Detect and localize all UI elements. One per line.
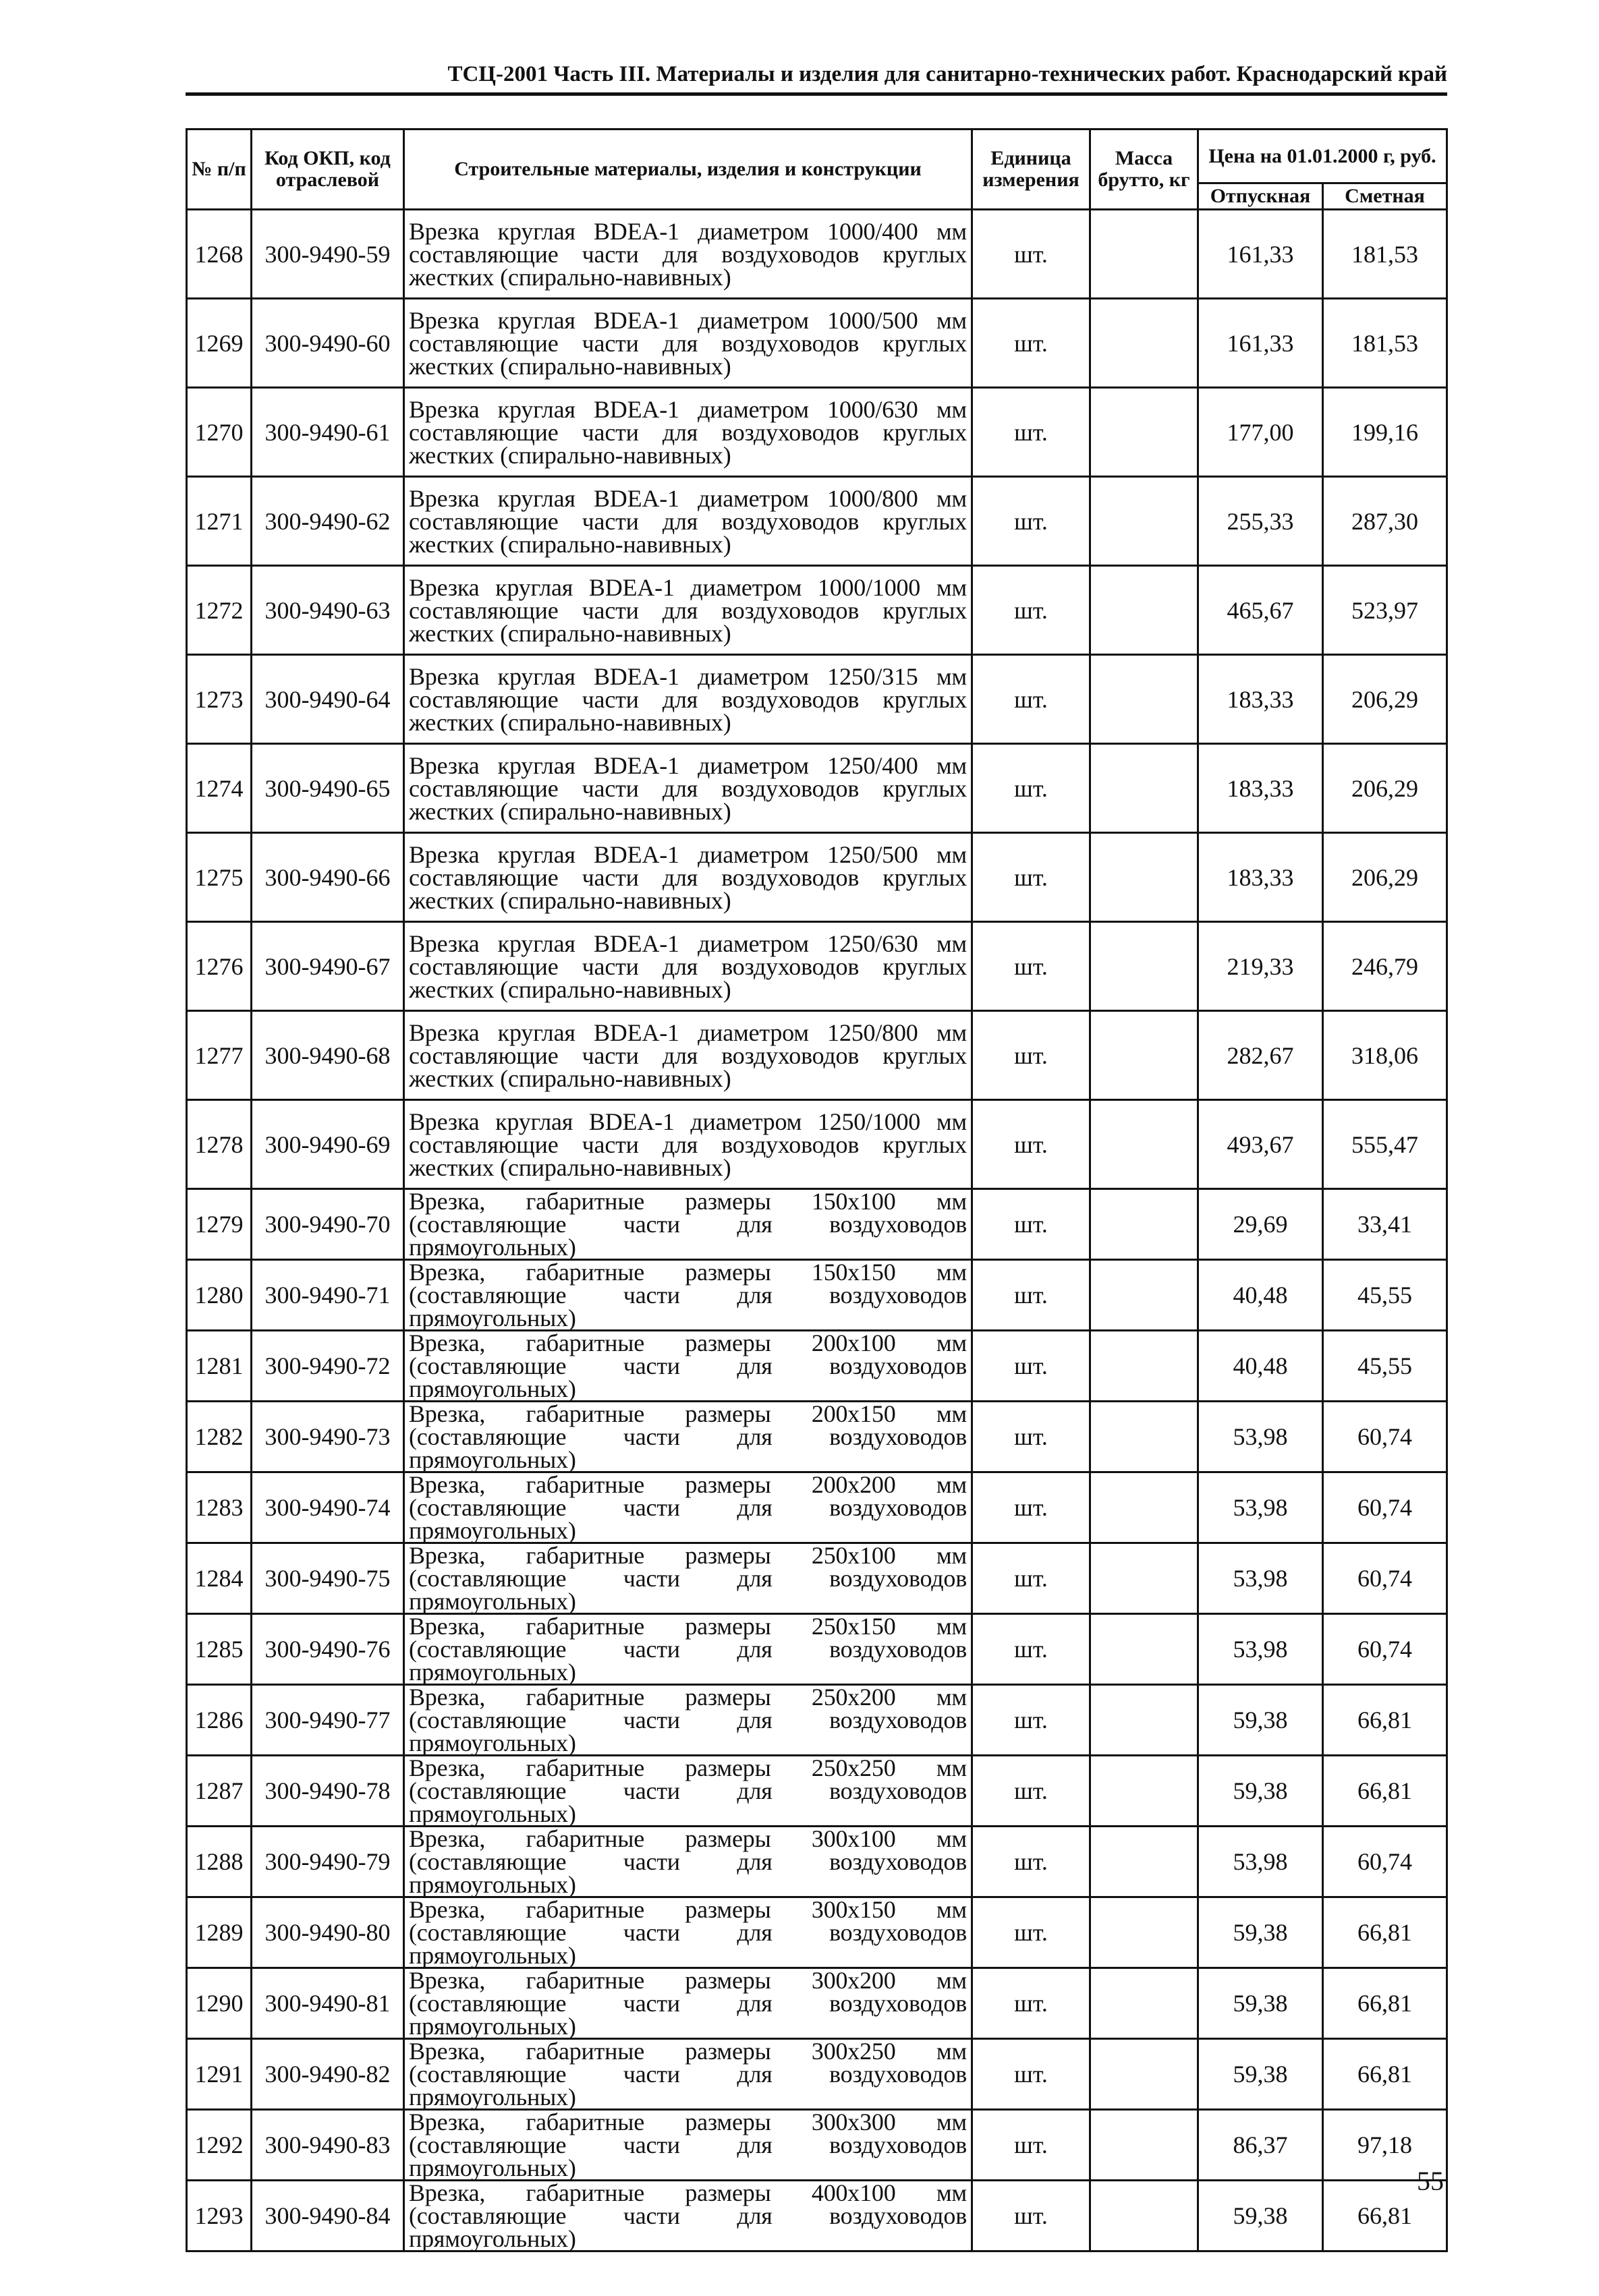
gross-mass bbox=[1090, 566, 1198, 655]
material-name: Врезка, габаритные размеры 200x200 мм (составляющие части для воздуховодов прямоугольных) bbox=[404, 1472, 972, 1543]
okp-code: 300-9490-81 bbox=[252, 1968, 404, 2039]
material-name: Врезка, габаритные размеры 200x150 мм (составляющие части для воздуховодов прямоугольных) bbox=[404, 1402, 972, 1472]
estimate-price: 66,81 bbox=[1323, 1968, 1447, 2039]
row-number: 1288 bbox=[187, 1827, 252, 1897]
material-name: Врезка круглая BDEA-1 диаметром 1250/630 мм составляющие части для воздуховодов круглых жестких (спирально-навивных) bbox=[404, 922, 972, 1011]
col-unit-header: Единица измерения bbox=[972, 130, 1090, 210]
unit-of-measure: шт. bbox=[972, 477, 1090, 566]
estimate-price: 66,81 bbox=[1323, 2181, 1447, 2251]
estimate-price: 181,53 bbox=[1323, 210, 1447, 299]
unit-of-measure: шт. bbox=[972, 922, 1090, 1011]
gross-mass bbox=[1090, 477, 1198, 566]
row-number: 1281 bbox=[187, 1331, 252, 1402]
row-number: 1271 bbox=[187, 477, 252, 566]
gross-mass bbox=[1090, 1827, 1198, 1897]
release-price: 59,38 bbox=[1198, 2039, 1323, 2110]
okp-code: 300-9490-76 bbox=[252, 1614, 404, 1685]
release-price: 53,98 bbox=[1198, 1827, 1323, 1897]
gross-mass bbox=[1090, 2110, 1198, 2181]
table-header bbox=[187, 130, 1447, 210]
gross-mass bbox=[1090, 2181, 1198, 2251]
material-name: Врезка, габаритные размеры 150x150 мм (составляющие части для воздуховодов прямоугольных) bbox=[404, 1260, 972, 1331]
row-number: 1293 bbox=[187, 2181, 252, 2251]
estimate-price: 206,29 bbox=[1323, 833, 1447, 922]
estimate-price: 555,47 bbox=[1323, 1100, 1447, 1189]
release-price: 59,38 bbox=[1198, 2181, 1323, 2251]
release-price: 255,33 bbox=[1198, 477, 1323, 566]
gross-mass bbox=[1090, 1543, 1198, 1614]
release-price: 29,69 bbox=[1198, 1189, 1323, 1260]
material-name: Врезка, габаритные размеры 250x150 мм (составляющие части для воздуховодов прямоугольных) bbox=[404, 1614, 972, 1685]
estimate-price: 66,81 bbox=[1323, 2039, 1447, 2110]
table-row bbox=[187, 1685, 1447, 1756]
estimate-price: 60,74 bbox=[1323, 1402, 1447, 1472]
okp-code: 300-9490-82 bbox=[252, 2039, 404, 2110]
estimate-price: 181,53 bbox=[1323, 299, 1447, 388]
estimate-price: 246,79 bbox=[1323, 922, 1447, 1011]
material-name: Врезка, габаритные размеры 300x200 мм (составляющие части для воздуховодов прямоугольных) bbox=[404, 1968, 972, 2039]
material-name: Врезка, габаритные размеры 300x150 мм (составляющие части для воздуховодов прямоугольных) bbox=[404, 1897, 972, 1968]
okp-code: 300-9490-65 bbox=[252, 744, 404, 833]
unit-of-measure: шт. bbox=[972, 388, 1090, 477]
material-name: Врезка, габаритные размеры 400x100 мм (составляющие части для воздуховодов прямоугольных) bbox=[404, 2181, 972, 2251]
gross-mass bbox=[1090, 388, 1198, 477]
material-name: Врезка, габаритные размеры 200x100 мм (составляющие части для воздуховодов прямоугольных) bbox=[404, 1331, 972, 1402]
row-number: 1291 bbox=[187, 2039, 252, 2110]
unit-of-measure: шт. bbox=[972, 1968, 1090, 2039]
col-release-price-header: Отпускная bbox=[1198, 183, 1323, 210]
material-name: Врезка, габаритные размеры 250x100 мм (составляющие части для воздуховодов прямоугольных) bbox=[404, 1543, 972, 1614]
gross-mass bbox=[1090, 655, 1198, 744]
estimate-price: 66,81 bbox=[1323, 1897, 1447, 1968]
unit-of-measure: шт. bbox=[972, 2039, 1090, 2110]
row-number: 1274 bbox=[187, 744, 252, 833]
material-name: Врезка, габаритные размеры 250x200 мм (составляющие части для воздуховодов прямоугольных) bbox=[404, 1685, 972, 1756]
unit-of-measure: шт. bbox=[972, 1756, 1090, 1827]
estimate-price: 318,06 bbox=[1323, 1011, 1447, 1100]
row-number: 1285 bbox=[187, 1614, 252, 1685]
unit-of-measure: шт. bbox=[972, 1402, 1090, 1472]
estimate-price: 60,74 bbox=[1323, 1827, 1447, 1897]
release-price: 183,33 bbox=[1198, 655, 1323, 744]
row-number: 1290 bbox=[187, 1968, 252, 2039]
release-price: 40,48 bbox=[1198, 1260, 1323, 1331]
unit-of-measure: шт. bbox=[972, 2110, 1090, 2181]
table-row bbox=[187, 1614, 1447, 1685]
okp-code: 300-9490-77 bbox=[252, 1685, 404, 1756]
table-row bbox=[187, 922, 1447, 1011]
estimate-price: 60,74 bbox=[1323, 1543, 1447, 1614]
okp-code: 300-9490-69 bbox=[252, 1100, 404, 1189]
col-price-group-header: Цена на 01.01.2000 г, руб. bbox=[1198, 130, 1447, 183]
unit-of-measure: шт. bbox=[972, 1472, 1090, 1543]
gross-mass bbox=[1090, 299, 1198, 388]
release-price: 40,48 bbox=[1198, 1331, 1323, 1402]
okp-code: 300-9490-67 bbox=[252, 922, 404, 1011]
row-number: 1287 bbox=[187, 1756, 252, 1827]
gross-mass bbox=[1090, 1402, 1198, 1472]
okp-code: 300-9490-75 bbox=[252, 1543, 404, 1614]
col-estimate-price-header: Сметная bbox=[1323, 183, 1447, 210]
unit-of-measure: шт. bbox=[972, 210, 1090, 299]
material-name: Врезка круглая BDEA-1 диаметром 1250/315 мм составляющие части для воздуховодов круглых жестких (спирально-навивных) bbox=[404, 655, 972, 744]
gross-mass bbox=[1090, 1100, 1198, 1189]
estimate-price: 66,81 bbox=[1323, 1756, 1447, 1827]
estimate-price: 60,74 bbox=[1323, 1472, 1447, 1543]
okp-code: 300-9490-61 bbox=[252, 388, 404, 477]
table-row bbox=[187, 210, 1447, 299]
table-row bbox=[187, 744, 1447, 833]
okp-code: 300-9490-71 bbox=[252, 1260, 404, 1331]
release-price: 465,67 bbox=[1198, 566, 1323, 655]
okp-code: 300-9490-73 bbox=[252, 1402, 404, 1472]
material-name: Врезка круглая BDEA-1 диаметром 1250/1000 мм составляющие части для воздуховодов круглых жестких (спирально-навивных) bbox=[404, 1100, 972, 1189]
material-name: Врезка, габаритные размеры 150x100 мм (составляющие части для воздуховодов прямоугольных) bbox=[404, 1189, 972, 1260]
table-row bbox=[187, 1331, 1447, 1402]
row-number: 1272 bbox=[187, 566, 252, 655]
material-name: Врезка круглая BDEA-1 диаметром 1000/500 мм составляющие части для воздуховодов круглых жестких (спирально-навивных) bbox=[404, 299, 972, 388]
release-price: 183,33 bbox=[1198, 744, 1323, 833]
gross-mass bbox=[1090, 922, 1198, 1011]
table-row bbox=[187, 299, 1447, 388]
unit-of-measure: шт. bbox=[972, 833, 1090, 922]
material-name: Врезка круглая BDEA-1 диаметром 1000/1000 мм составляющие части для воздуховодов круглых жестких (спирально-навивных) bbox=[404, 566, 972, 655]
material-name: Врезка, габаритные размеры 300x250 мм (составляющие части для воздуховодов прямоугольных) bbox=[404, 2039, 972, 2110]
gross-mass bbox=[1090, 210, 1198, 299]
gross-mass bbox=[1090, 1189, 1198, 1260]
row-number: 1279 bbox=[187, 1189, 252, 1260]
row-number: 1292 bbox=[187, 2110, 252, 2181]
material-name: Врезка круглая BDEA-1 диаметром 1000/800 мм составляющие части для воздуховодов круглых жестких (спирально-навивных) bbox=[404, 477, 972, 566]
material-name: Врезка круглая BDEA-1 диаметром 1250/400 мм составляющие части для воздуховодов круглых жестких (спирально-навивных) bbox=[404, 744, 972, 833]
estimate-price: 523,97 bbox=[1323, 566, 1447, 655]
estimate-price: 60,74 bbox=[1323, 1614, 1447, 1685]
row-number: 1268 bbox=[187, 210, 252, 299]
material-name: Врезка круглая BDEA-1 диаметром 1000/630 мм составляющие части для воздуховодов круглых жестких (спирально-навивных) bbox=[404, 388, 972, 477]
unit-of-measure: шт. bbox=[972, 1260, 1090, 1331]
okp-code: 300-9490-78 bbox=[252, 1756, 404, 1827]
col-num-header: № п/п bbox=[187, 130, 252, 210]
table-row bbox=[187, 1189, 1447, 1260]
estimate-price: 97,18 bbox=[1323, 2110, 1447, 2181]
table-row bbox=[187, 1260, 1447, 1331]
release-price: 53,98 bbox=[1198, 1543, 1323, 1614]
release-price: 53,98 bbox=[1198, 1614, 1323, 1685]
row-number: 1282 bbox=[187, 1402, 252, 1472]
material-name: Врезка, габаритные размеры 300x100 мм (составляющие части для воздуховодов прямоугольных) bbox=[404, 1827, 972, 1897]
row-number: 1283 bbox=[187, 1472, 252, 1543]
gross-mass bbox=[1090, 2039, 1198, 2110]
estimate-price: 33,41 bbox=[1323, 1189, 1447, 1260]
table-row bbox=[187, 1402, 1447, 1472]
unit-of-measure: шт. bbox=[972, 1189, 1090, 1260]
estimate-price: 287,30 bbox=[1323, 477, 1447, 566]
release-price: 282,67 bbox=[1198, 1011, 1323, 1100]
table-row bbox=[187, 833, 1447, 922]
gross-mass bbox=[1090, 833, 1198, 922]
row-number: 1280 bbox=[187, 1260, 252, 1331]
okp-code: 300-9490-63 bbox=[252, 566, 404, 655]
table-row bbox=[187, 2181, 1447, 2251]
material-name: Врезка круглая BDEA-1 диаметром 1250/500 мм составляющие части для воздуховодов круглых жестких (спирально-навивных) bbox=[404, 833, 972, 922]
table-row bbox=[187, 1543, 1447, 1614]
okp-code: 300-9490-79 bbox=[252, 1827, 404, 1897]
material-name: Врезка круглая BDEA-1 диаметром 1000/400 мм составляющие части для воздуховодов круглых жестких (спирально-навивных) bbox=[404, 210, 972, 299]
page-number: 55 bbox=[1417, 2166, 1444, 2196]
release-price: 59,38 bbox=[1198, 1968, 1323, 2039]
okp-code: 300-9490-70 bbox=[252, 1189, 404, 1260]
table-body bbox=[187, 210, 1447, 2251]
release-price: 59,38 bbox=[1198, 1756, 1323, 1827]
gross-mass bbox=[1090, 1614, 1198, 1685]
material-name: Врезка, габаритные размеры 300x300 мм (составляющие части для воздуховодов прямоугольных) bbox=[404, 2110, 972, 2181]
okp-code: 300-9490-59 bbox=[252, 210, 404, 299]
release-price: 53,98 bbox=[1198, 1472, 1323, 1543]
row-number: 1284 bbox=[187, 1543, 252, 1614]
unit-of-measure: шт. bbox=[972, 1614, 1090, 1685]
table-row bbox=[187, 1897, 1447, 1968]
okp-code: 300-9490-80 bbox=[252, 1897, 404, 1968]
gross-mass bbox=[1090, 1331, 1198, 1402]
okp-code: 300-9490-83 bbox=[252, 2110, 404, 2181]
release-price: 53,98 bbox=[1198, 1402, 1323, 1472]
gross-mass bbox=[1090, 1756, 1198, 1827]
row-number: 1269 bbox=[187, 299, 252, 388]
estimate-price: 206,29 bbox=[1323, 744, 1447, 833]
gross-mass bbox=[1090, 744, 1198, 833]
release-price: 177,00 bbox=[1198, 388, 1323, 477]
table-row bbox=[187, 2039, 1447, 2110]
okp-code: 300-9490-60 bbox=[252, 299, 404, 388]
row-number: 1278 bbox=[187, 1100, 252, 1189]
table-row bbox=[187, 1756, 1447, 1827]
release-price: 219,33 bbox=[1198, 922, 1323, 1011]
gross-mass bbox=[1090, 1897, 1198, 1968]
row-number: 1270 bbox=[187, 388, 252, 477]
estimate-price: 45,55 bbox=[1323, 1331, 1447, 1402]
material-name: Врезка, габаритные размеры 250x250 мм (составляющие части для воздуховодов прямоугольных) bbox=[404, 1756, 972, 1827]
unit-of-measure: шт. bbox=[972, 744, 1090, 833]
estimate-price: 199,16 bbox=[1323, 388, 1447, 477]
price-table bbox=[186, 128, 1448, 2252]
table-row bbox=[187, 388, 1447, 477]
unit-of-measure: шт. bbox=[972, 1685, 1090, 1756]
table-row bbox=[187, 1968, 1447, 2039]
okp-code: 300-9490-64 bbox=[252, 655, 404, 744]
table-row bbox=[187, 655, 1447, 744]
gross-mass bbox=[1090, 1685, 1198, 1756]
unit-of-measure: шт. bbox=[972, 1897, 1090, 1968]
unit-of-measure: шт. bbox=[972, 1827, 1090, 1897]
table-row bbox=[187, 1472, 1447, 1543]
row-number: 1275 bbox=[187, 833, 252, 922]
row-number: 1277 bbox=[187, 1011, 252, 1100]
unit-of-measure: шт. bbox=[972, 1331, 1090, 1402]
okp-code: 300-9490-66 bbox=[252, 833, 404, 922]
estimate-price: 206,29 bbox=[1323, 655, 1447, 744]
row-number: 1273 bbox=[187, 655, 252, 744]
release-price: 161,33 bbox=[1198, 299, 1323, 388]
release-price: 86,37 bbox=[1198, 2110, 1323, 2181]
row-number: 1289 bbox=[187, 1897, 252, 1968]
okp-code: 300-9490-84 bbox=[252, 2181, 404, 2251]
unit-of-measure: шт. bbox=[972, 1543, 1090, 1614]
page-header: ТСЦ-2001 Часть III. Материалы и изделия для санитарно-технических работ. Краснодарский край bbox=[186, 62, 1447, 96]
okp-code: 300-9490-68 bbox=[252, 1011, 404, 1100]
unit-of-measure: шт. bbox=[972, 566, 1090, 655]
estimate-price: 45,55 bbox=[1323, 1260, 1447, 1331]
unit-of-measure: шт. bbox=[972, 2181, 1090, 2251]
gross-mass bbox=[1090, 1260, 1198, 1331]
okp-code: 300-9490-62 bbox=[252, 477, 404, 566]
gross-mass bbox=[1090, 1968, 1198, 2039]
unit-of-measure: шт. bbox=[972, 655, 1090, 744]
table-row bbox=[187, 1827, 1447, 1897]
row-number: 1286 bbox=[187, 1685, 252, 1756]
gross-mass bbox=[1090, 1011, 1198, 1100]
row-number: 1276 bbox=[187, 922, 252, 1011]
release-price: 183,33 bbox=[1198, 833, 1323, 922]
table-row bbox=[187, 566, 1447, 655]
okp-code: 300-9490-72 bbox=[252, 1331, 404, 1402]
table-row bbox=[187, 1100, 1447, 1189]
release-price: 59,38 bbox=[1198, 1897, 1323, 1968]
estimate-price: 66,81 bbox=[1323, 1685, 1447, 1756]
material-name: Врезка круглая BDEA-1 диаметром 1250/800 мм составляющие части для воздуховодов круглых жестких (спирально-навивных) bbox=[404, 1011, 972, 1100]
table-row bbox=[187, 477, 1447, 566]
unit-of-measure: шт. bbox=[972, 1100, 1090, 1189]
gross-mass bbox=[1090, 1472, 1198, 1543]
col-mass-header: Масса брутто, кг bbox=[1090, 130, 1198, 210]
release-price: 59,38 bbox=[1198, 1685, 1323, 1756]
unit-of-measure: шт. bbox=[972, 299, 1090, 388]
release-price: 161,33 bbox=[1198, 210, 1323, 299]
unit-of-measure: шт. bbox=[972, 1011, 1090, 1100]
release-price: 493,67 bbox=[1198, 1100, 1323, 1189]
table-row bbox=[187, 2110, 1447, 2181]
col-code-header: Код ОКП, код отраслевой bbox=[252, 130, 404, 210]
okp-code: 300-9490-74 bbox=[252, 1472, 404, 1543]
col-name-header: Строительные материалы, изделия и конструкции bbox=[404, 130, 972, 210]
table-row bbox=[187, 1011, 1447, 1100]
